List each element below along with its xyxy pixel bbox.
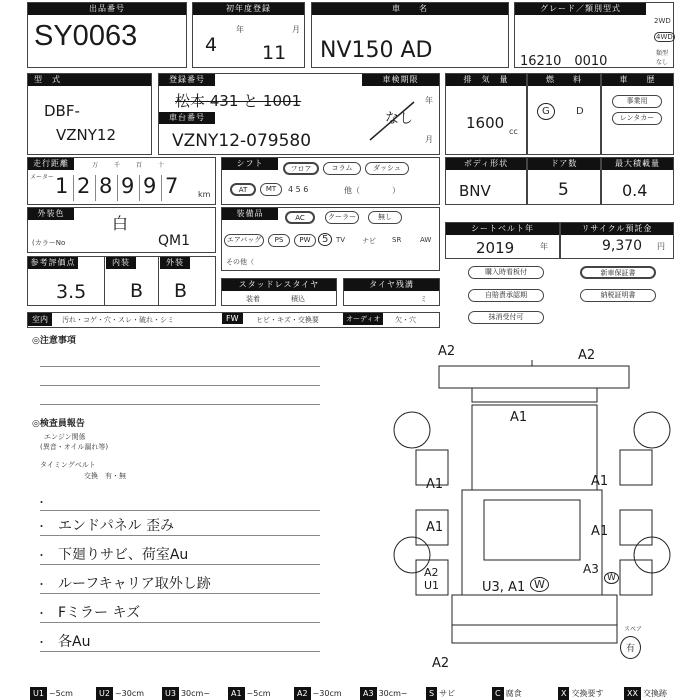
report-bullet: ・	[36, 607, 47, 620]
equip-cooler: クーラー	[325, 211, 359, 224]
history-label: 車 歴	[602, 74, 673, 86]
history-rental: レンタカー	[612, 112, 662, 125]
legend-code: S	[426, 687, 437, 700]
score-divider-2	[158, 257, 159, 305]
shift-gears: 4 5 6	[288, 185, 309, 194]
recycle-yen-unit: 円	[657, 242, 665, 251]
exterior-label: 外装	[160, 257, 190, 269]
first-reg-year-unit: 年	[236, 25, 244, 34]
doors-value: 5	[558, 180, 569, 200]
report-line-0	[40, 510, 320, 511]
shift-at: AT	[230, 183, 256, 196]
mark-right-rear-door: A1	[591, 524, 609, 539]
mileage-unit: 百	[136, 162, 143, 169]
studless-loaded: 積込	[291, 295, 305, 303]
shift-label: シフト	[222, 158, 278, 170]
drive-4wd: 4WD	[656, 33, 673, 41]
exterior-value: B	[174, 280, 188, 302]
color-code-label: (カラーNo	[32, 239, 66, 247]
legend-text: 30cm~	[180, 689, 211, 698]
score-divider-1	[104, 257, 105, 305]
report-rule	[40, 535, 320, 536]
inspection-value: なし	[385, 111, 413, 127]
first-reg-month-unit: 月	[292, 25, 300, 34]
inspection-year-unit: 年	[425, 96, 433, 105]
displacement-value: 1600	[466, 114, 505, 132]
btn-purchase: 購入時看板付	[468, 266, 544, 279]
lot-number: SY0063	[34, 20, 138, 52]
mileage-separator	[73, 175, 74, 201]
report-line-text: 下廻りサビ、荷室Au	[58, 547, 189, 563]
mileage-unit: 十	[158, 162, 165, 169]
legend-text: 30cm~	[378, 689, 408, 698]
grade-label: グレード／類別型式	[515, 3, 646, 15]
defect-audio-label: オーディオ	[343, 313, 383, 325]
btn-new-warranty: 新車保証書	[580, 266, 656, 279]
equip-airbag: エアバッグ	[224, 234, 264, 247]
legend-item	[294, 687, 342, 700]
legend-text: 交換跡	[642, 689, 667, 698]
legend-item	[162, 687, 210, 700]
type-label: 型 式	[28, 74, 151, 86]
equip-pw-mark: 5	[318, 233, 332, 246]
report-rule	[40, 564, 320, 565]
legend-item	[558, 687, 603, 700]
report-line-text: 各Au	[58, 634, 91, 650]
spare-value: 有	[620, 636, 641, 659]
btn-self-cert: 自賠責承認期	[468, 289, 544, 302]
mileage-digit: 2	[77, 174, 91, 198]
shift-mt: MT	[260, 183, 282, 196]
legend-text: 交換要す	[571, 689, 604, 698]
color-label: 外装色	[28, 208, 74, 220]
drive-type-label: 類型	[656, 50, 669, 57]
doors-label: ドア数	[528, 158, 600, 170]
type-value-2: VZNY12	[56, 126, 117, 144]
mileage-label: 走行距離	[28, 158, 74, 170]
body-value: BNV	[459, 182, 491, 200]
mileage-separator	[95, 175, 96, 201]
mileage-meter: メーター	[30, 174, 55, 181]
reg-no-value: 松本 431 と 1001	[175, 92, 302, 110]
legend-text: ~30cm	[114, 689, 145, 698]
equip-tv: TV	[336, 236, 346, 244]
chassis-value: VZNY12-079580	[172, 131, 312, 151]
legend-item	[96, 687, 144, 700]
equip-other: その他（	[226, 258, 254, 266]
cc-unit: cc	[509, 127, 518, 136]
interior-value: B	[130, 280, 144, 302]
recycle-value: 9,370	[602, 238, 643, 254]
report-line-text: エンドパネル 歪み	[58, 518, 175, 534]
mark-right-front-door: A1	[591, 474, 609, 489]
color-code: QM1	[158, 233, 191, 249]
legend-code: U2	[96, 687, 113, 700]
legend-code: U1	[30, 687, 47, 700]
legend-code: XX	[624, 687, 641, 700]
mileage-digit: 9	[143, 174, 157, 198]
history-business: 事業用	[612, 95, 662, 108]
type-value: DBF-	[44, 102, 80, 120]
report-bullet: ・	[36, 520, 47, 533]
legend-text: 腐食	[505, 689, 522, 698]
report-rule	[40, 622, 320, 623]
first-reg-label: 初年度登録	[193, 3, 304, 15]
equip-ps: PS	[268, 234, 290, 247]
fuel-g: G	[537, 103, 555, 120]
spare-label: スペア	[624, 626, 643, 633]
timing-label: タイミングベルト	[40, 461, 96, 469]
legend-code: X	[558, 687, 569, 700]
mark-roof: A1	[510, 410, 528, 425]
reg-no-label: 登録番号	[159, 74, 215, 86]
legend-text: サビ	[439, 689, 456, 698]
equip-label: 装備品	[222, 208, 278, 220]
defect-interior-label: 室内	[28, 313, 52, 326]
model-name: NV150 AD	[320, 38, 433, 63]
legend-text: ~5cm	[48, 689, 73, 698]
engine-sub: (異音・オイル漏れ等)	[40, 443, 109, 451]
mark-left-rear-door: A1	[426, 520, 444, 535]
inspector-title: ◎検査員報告	[32, 419, 85, 429]
score-value: 3.5	[56, 281, 87, 303]
inspection-month-unit: 月	[425, 135, 433, 144]
legend-item	[426, 687, 455, 700]
lot-label: 出品番号	[28, 3, 186, 15]
defect-audio-items: 欠・穴	[395, 316, 416, 324]
score-label: 参考評価点	[28, 257, 78, 269]
defect-interior-items: 汚れ・コゲ・穴・スレ・破れ・シミ	[62, 316, 174, 324]
legend-text: ~5cm	[246, 689, 271, 698]
legend-code: A1	[228, 687, 245, 700]
mileage-separator	[161, 175, 162, 201]
shift-other: 他（ ）	[344, 186, 400, 195]
displacement-label: 排 気 量	[446, 74, 526, 86]
legend-code: U3	[162, 687, 179, 700]
shift-dash: ダッシュ	[365, 162, 409, 175]
recycle-label: リサイクル預託金	[561, 223, 673, 235]
report-line-text: ルーフキャリア取外し跡	[58, 576, 211, 592]
seatbelt-value: 2019	[476, 239, 515, 257]
equip-aw: AW	[420, 236, 432, 244]
legend-text: ~30cm	[312, 689, 342, 698]
mileage-digit: 8	[99, 174, 113, 198]
report-bullet: ・	[36, 549, 47, 562]
mark-top-right: A2	[578, 348, 596, 363]
mark-rear: U3, A1	[482, 580, 526, 595]
color-value: 白	[112, 214, 129, 233]
mileage-unit: 万	[92, 162, 99, 169]
legend-item	[228, 687, 271, 700]
drive-2wd: 2WD	[654, 17, 671, 25]
equip-sr: SR	[392, 236, 402, 244]
grade-value: 16210 0010	[520, 54, 608, 69]
shift-column: コラム	[323, 162, 361, 175]
chassis-label: 車台番号	[159, 112, 215, 124]
load-value: 0.4	[622, 181, 648, 200]
defect-fw-label: FW	[222, 313, 243, 324]
legend-code: A2	[294, 687, 311, 700]
engine-label: エンジン関係	[44, 433, 86, 441]
mark-top-left: A2	[438, 344, 456, 359]
legend-code: A3	[360, 687, 377, 700]
legend-item	[30, 687, 73, 700]
shift-floor: フロア	[283, 162, 319, 175]
model-label: 車 名	[312, 3, 508, 15]
mileage-digit: 7	[165, 174, 179, 198]
mileage-digit: 9	[121, 174, 135, 198]
mark-left-quarter: A2 U1	[424, 566, 440, 592]
legend-item	[492, 687, 522, 700]
fuel-label: 燃 料	[528, 74, 600, 86]
mark-rear-w: W	[530, 577, 549, 592]
studless-fitted: 装着	[246, 295, 260, 303]
report-bullet: ・	[36, 578, 47, 591]
report-rule	[40, 593, 320, 594]
mileage-unit: 千	[114, 162, 121, 169]
timing-sub: 交換 有・無	[84, 472, 126, 480]
mark-right-quarter-w: W	[604, 572, 619, 584]
defect-fw-items: ヒビ・キズ・交換要	[256, 316, 319, 324]
first-reg-month: 11	[262, 42, 287, 64]
km-unit: km	[198, 190, 211, 199]
mark-right-quarter: A3	[583, 562, 599, 576]
inspection-label: 車検期限	[362, 74, 439, 86]
body-label: ボディ形状	[446, 158, 526, 170]
drive-none: なし	[656, 59, 669, 66]
mark-left-front-door: A1	[426, 477, 444, 492]
notes-title: ◎注意事項	[32, 336, 76, 346]
mark-bottom: A2	[432, 656, 450, 671]
equip-none: 無し	[368, 211, 402, 224]
btn-cancel: 抹消受付可	[468, 311, 544, 324]
tire-unit: ミ	[420, 295, 427, 303]
seatbelt-year-unit: 年	[540, 242, 548, 251]
load-label: 最大積載量	[602, 158, 673, 170]
tire-label: タイヤ残溝	[344, 279, 439, 291]
equip-navi: ナビ	[362, 237, 376, 245]
notes-line-2	[40, 385, 320, 386]
report-bullet-0: ・	[36, 496, 47, 509]
first-reg-year: 4	[205, 34, 218, 56]
notes-line-1	[40, 366, 320, 367]
legend-item	[624, 687, 667, 700]
legend-code: C	[492, 687, 504, 700]
mileage-separator	[139, 175, 140, 201]
report-line-text: Fミラー キズ	[58, 605, 141, 621]
report-bullet: ・	[36, 636, 47, 649]
studless-label: スタッドレスタイヤ	[222, 279, 336, 291]
mileage-separator	[117, 175, 118, 201]
fuel-d: D	[576, 106, 584, 117]
equip-pw: PW	[294, 234, 316, 247]
inspection-strike	[362, 90, 422, 150]
notes-line-3	[40, 404, 320, 405]
btn-tax-cert: 納税証明書	[580, 289, 656, 302]
seatbelt-label: シートベルト年	[446, 223, 559, 235]
legend-item	[360, 687, 408, 700]
report-rule	[40, 651, 320, 652]
interior-label: 内装	[106, 257, 136, 269]
equip-ac: AC	[285, 211, 315, 224]
mileage-digit: 1	[55, 174, 69, 198]
